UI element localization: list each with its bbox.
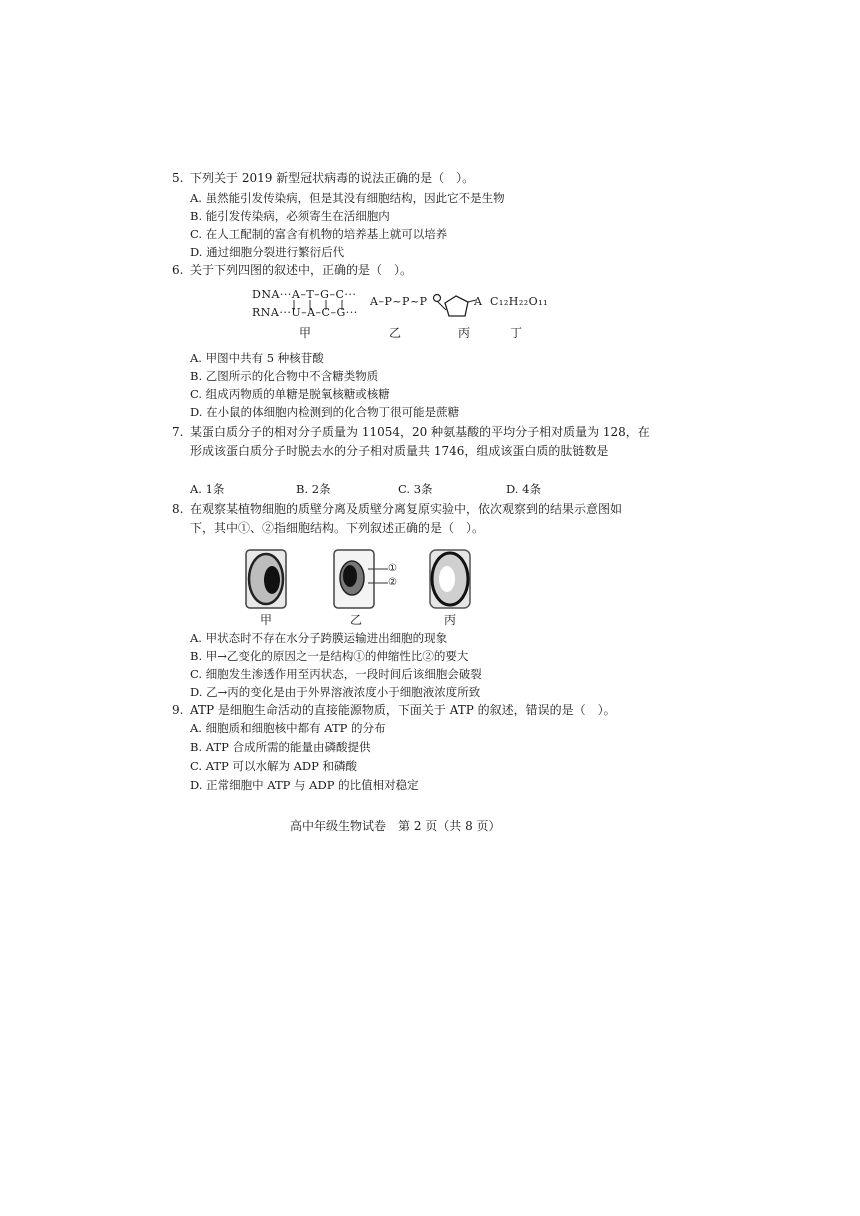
- question-5-option-d: D. 通过细胞分裂进行繁衍后代: [190, 245, 345, 259]
- question-7-option-c: C. 3条: [398, 482, 433, 496]
- question-7-stem-line-2: 形成该蛋白质分子时脱去水的分子相对质量共 1746，组成该蛋白质的肽链数是: [190, 444, 609, 458]
- ring-base-label: A: [474, 295, 483, 308]
- question-5-option-b: B. 能引发传染病，必须寄生在活细胞内: [190, 209, 390, 223]
- question-6-option-d: D. 在小鼠的体细胞内检测到的化合物丁很可能是蔗糖: [190, 405, 460, 419]
- question-9-option-d: D. 正常细胞中 ATP 与 ADP 的比值相对稳定: [190, 778, 419, 792]
- question-8-option-a: A. 甲状态时不存在水分子跨膜运输进出细胞的现象: [190, 631, 448, 645]
- question-6-option-a: A. 甲图中共有 5 种核苷酸: [190, 351, 324, 365]
- question-6-number: 6.: [172, 263, 184, 277]
- structure-marker-2: ②: [388, 577, 397, 588]
- question-7-option-d: D. 4条: [506, 482, 541, 496]
- question-5-option-c: C. 在人工配制的富含有机物的培养基上就可以培养: [190, 227, 448, 241]
- question-8-stem-line-1: 在观察某植物细胞的质壁分离及质壁分离复原实验中，依次观察到的结果示意图如: [190, 502, 623, 516]
- question-5-stem: 下列关于 2019 新型冠状病毒的说法正确的是（ ）。: [190, 171, 475, 185]
- question-6-option-b: B. 乙图所示的化合物中不含糖类物质: [190, 369, 379, 383]
- question-8-option-d: D. 乙→丙的变化是由于外界溶液浓度小于细胞液浓度所致: [190, 685, 481, 699]
- plant-cell-bing: [426, 546, 474, 612]
- plant-cell-jia: [242, 546, 290, 612]
- figure-label-yi: 乙: [389, 326, 402, 340]
- question-8-option-b: B. 甲→乙变化的原因之一是结构①的伸缩性比②的要大: [190, 649, 469, 663]
- cell-label-jia: 甲: [260, 613, 273, 627]
- structure-marker-1: ①: [388, 563, 397, 574]
- question-6-option-c: C. 组成丙物质的单糖是脱氧核糖或核糖: [190, 387, 390, 401]
- question-9-option-b: B. ATP 合成所需的能量由磷酸提供: [190, 740, 371, 754]
- question-7-option-b: B. 2条: [296, 482, 331, 496]
- question-7-option-a: A. 1条: [190, 482, 225, 496]
- atp-structure: A–P~P~P: [370, 295, 428, 308]
- figure-label-jia: 甲: [299, 326, 312, 340]
- question-7-stem-line-1: 某蛋白质分子的相对分子质量为 11054，20 种氨基酸的平均分子相对质量为 128，在: [190, 425, 650, 439]
- question-7-number: 7.: [172, 425, 184, 439]
- rna-strand: RNA···U–A–C–G···: [252, 306, 358, 319]
- cell-label-yi: 乙: [350, 613, 363, 627]
- question-8-number: 8.: [172, 502, 184, 516]
- question-9-number: 9.: [172, 703, 184, 717]
- question-5-option-a: A. 虽然能引发传染病，但是其没有细胞结构，因此它不是生物: [190, 191, 505, 205]
- question-9-stem: ATP 是细胞生命活动的直接能源物质，下面关于 ATP 的叙述，错误的是（ ）。: [190, 703, 616, 717]
- question-9-option-c: C. ATP 可以水解为 ADP 和磷酸: [190, 759, 358, 773]
- dna-strand: DNA···A–T–G–C···: [252, 288, 357, 301]
- question-9-option-a: A. 细胞质和细胞核中都有 ATP 的分布: [190, 721, 386, 735]
- structure-pointer-lines: [368, 563, 390, 589]
- figure-label-ding: 丁: [510, 326, 523, 340]
- page-footer: 高中年级生物试卷 第 2 页（共 8 页）: [290, 819, 501, 833]
- cell-label-bing: 丙: [444, 613, 457, 627]
- question-8-option-c: C. 细胞发生渗透作用至丙状态，一段时间后该细胞会破裂: [190, 667, 482, 681]
- question-6-stem: 关于下列四图的叙述中，正确的是（ ）。: [190, 263, 413, 277]
- question-5-number: 5.: [172, 171, 184, 185]
- figure-label-bing: 丙: [458, 326, 471, 340]
- question-8-stem-line-2: 下，其中①、②指细胞结构。下列叙述正确的是（ ）。: [190, 521, 485, 535]
- disaccharide-formula: C₁₂H₂₂O₁₁: [490, 295, 548, 308]
